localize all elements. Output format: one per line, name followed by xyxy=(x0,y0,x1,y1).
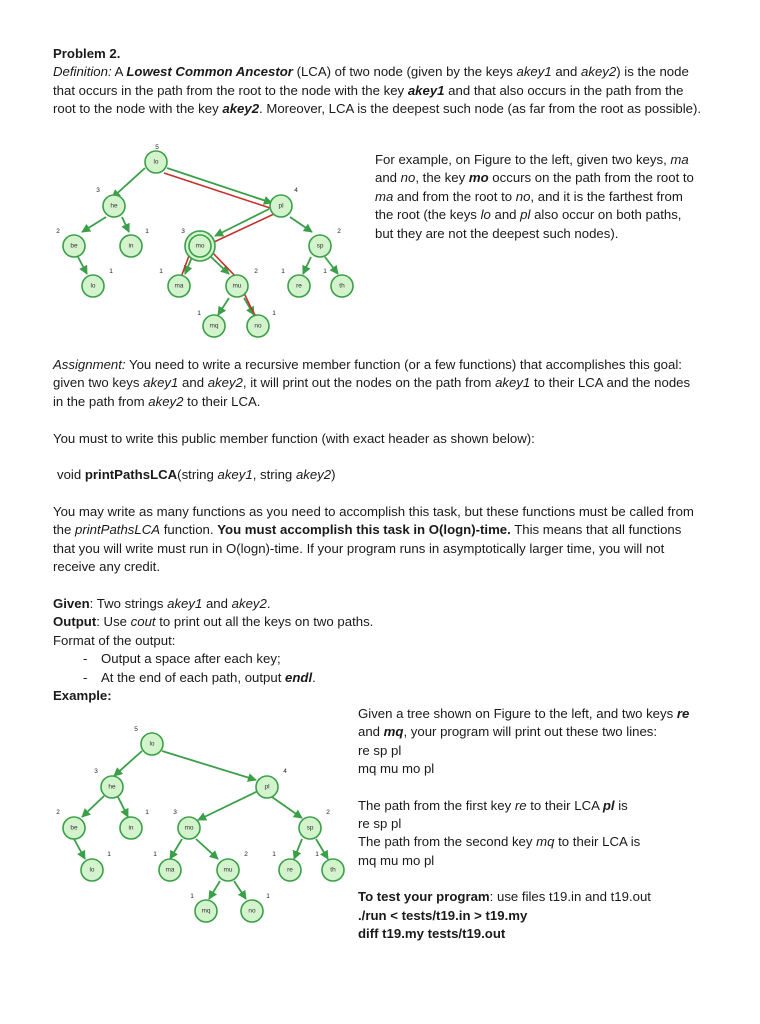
tree-node xyxy=(195,900,217,922)
edge-mu-mq xyxy=(209,881,220,899)
svg-text:2: 2 xyxy=(254,268,258,275)
figure-explanation: For example, on Figure to the left, given two keys, ma and no, the key mo occurs on the path from the root to ma and from the root to no, and it is the farthest from the root (the keys lo and pl also occur on both paths, but they are not the deepest such nodes). xyxy=(375,152,694,241)
tree-node xyxy=(247,315,269,337)
svg-text:ma: ma xyxy=(174,282,184,290)
header-intro: You must to write this public member function (with exact header as shown below): xyxy=(53,431,535,446)
edge-mo-ma xyxy=(170,839,182,859)
problem-definition xyxy=(53,45,703,119)
svg-text:2: 2 xyxy=(337,228,341,235)
svg-text:mo: mo xyxy=(195,242,205,250)
tree-node xyxy=(103,195,125,217)
output-line: Output: Use cout to print out all the keys on two paths. xyxy=(53,614,374,630)
path-2-desc: The path from the second key mq to their LCA is xyxy=(358,834,641,850)
tree-node xyxy=(168,275,190,297)
svg-text:pl: pl xyxy=(264,783,270,791)
output-line-2: mq mu mo pl xyxy=(358,761,435,777)
svg-text:mq: mq xyxy=(201,907,211,915)
edge-mu-no xyxy=(244,298,254,315)
tree-node xyxy=(309,235,331,257)
edge-lo-pl xyxy=(162,751,256,780)
format-line: Format of the output: xyxy=(53,632,176,648)
svg-text:lo: lo xyxy=(153,158,159,166)
tree-node xyxy=(159,859,181,881)
svg-text:lo: lo xyxy=(89,866,95,874)
svg-text:1: 1 xyxy=(109,268,113,275)
edge-sp-re xyxy=(294,839,302,859)
tree-node xyxy=(63,817,85,839)
definition-text: Definition: A Lowest Common Ancestor (LCA) of two node (given by the keys akey1 and akey2) is the node that occurs in the path from the root to the node with the key akey1 and that also occurs in the path from the root to the node with the key akey2. Moreover, LCA is the deepest such node (as far from the root as possible). xyxy=(53,64,702,117)
svg-text:re: re xyxy=(296,282,302,290)
output-line-1: re sp pl xyxy=(358,742,402,758)
tree-node xyxy=(101,776,123,798)
svg-text:1: 1 xyxy=(272,310,276,317)
tree-node xyxy=(63,235,85,257)
svg-text:3: 3 xyxy=(94,768,98,775)
tree-node xyxy=(270,195,292,217)
edge-be-lo xyxy=(74,839,85,859)
tree-node xyxy=(141,733,163,755)
svg-text:2: 2 xyxy=(326,809,330,816)
svg-text:re: re xyxy=(287,866,293,874)
svg-text:2: 2 xyxy=(56,228,60,235)
svg-text:1: 1 xyxy=(266,893,270,900)
svg-text:2: 2 xyxy=(244,851,248,858)
edge-sp-re xyxy=(303,257,311,274)
tree-nodes xyxy=(63,151,353,337)
svg-text:mo: mo xyxy=(184,824,194,832)
svg-text:th: th xyxy=(339,282,345,290)
svg-text:mu: mu xyxy=(223,866,233,874)
path-2-keys: mq mu mo pl xyxy=(358,852,435,868)
svg-text:4: 4 xyxy=(283,768,287,775)
highlight-pl-mo xyxy=(214,214,274,242)
edge-pl-mo xyxy=(198,791,258,820)
edge-lo-he xyxy=(114,751,142,776)
highlight-lo-pl xyxy=(164,173,270,208)
edge-mu-no xyxy=(234,881,246,899)
svg-text:sp: sp xyxy=(306,824,314,832)
tree-node xyxy=(331,275,353,297)
svg-text:3: 3 xyxy=(173,809,177,816)
tree-node xyxy=(279,859,301,881)
format-bullet: - Output a space after each key; xyxy=(53,650,703,668)
example-explanation xyxy=(358,705,708,943)
format-bullets xyxy=(53,650,703,687)
io-spec xyxy=(53,595,703,705)
edge-lo-he xyxy=(112,168,145,198)
svg-text:1: 1 xyxy=(197,310,201,317)
edge-pl-mo xyxy=(215,209,269,236)
svg-text:in: in xyxy=(128,242,134,250)
svg-text:be: be xyxy=(70,242,78,250)
format-bullet: - At the end of each path, output endl. xyxy=(53,669,703,687)
edge-mu-mq xyxy=(218,298,229,315)
svg-text:th: th xyxy=(330,866,336,874)
svg-text:1: 1 xyxy=(272,851,276,858)
svg-text:he: he xyxy=(108,783,116,791)
path-1-keys: re sp pl xyxy=(358,816,402,832)
tree-node xyxy=(288,275,310,297)
svg-text:lo: lo xyxy=(149,740,155,748)
edge-he-in xyxy=(118,797,128,817)
test-command-diff: diff t19.my tests/t19.out xyxy=(358,926,506,942)
tree-nodes xyxy=(63,733,344,922)
svg-text:4: 4 xyxy=(294,187,298,194)
edge-mo-mu xyxy=(196,839,218,859)
svg-text:in: in xyxy=(128,824,134,832)
tree-node xyxy=(256,776,278,798)
svg-text:1: 1 xyxy=(107,851,111,858)
tree-node xyxy=(82,275,104,297)
constraints-text: You may write as many functions as you need to accomplish this task, but these functions must be called from the printPathsLCA function. You must accomplish this task in O(logn)-time. This means that all functions that you will write must run in O(logn)-time. If your program runs in asymptotically larger time, you will not receive any credit. xyxy=(53,504,694,575)
tree-node xyxy=(120,235,142,257)
tree-node xyxy=(241,900,263,922)
svg-text:1: 1 xyxy=(153,851,157,858)
assignment-text: Assignment: You need to write a recursive member function (or a few functions) that accomplishes this goal: given two keys akey1 and akey2, it will print out the nodes on the path from akey1 to their LCA and the nodes in the path from akey2 to their LCA. xyxy=(53,357,691,409)
tree-node xyxy=(203,315,225,337)
example-intro: Given a tree shown on Figure to the left, and two keys re and mq, your program will print out these two lines: xyxy=(358,706,690,740)
tree-node xyxy=(120,817,142,839)
svg-text:lo: lo xyxy=(90,282,96,290)
tree-node xyxy=(322,859,344,881)
edge-pl-sp xyxy=(290,217,312,232)
test-command-run: ./run < tests/t19.in > t19.my xyxy=(358,907,528,923)
svg-text:no: no xyxy=(254,322,262,330)
svg-text:sp: sp xyxy=(316,242,324,250)
svg-text:5: 5 xyxy=(155,144,159,151)
edge-he-be xyxy=(82,796,104,817)
example-label: Example: xyxy=(53,688,112,704)
edge-he-be xyxy=(82,217,106,232)
edge-be-lo xyxy=(78,257,87,274)
svg-text:1: 1 xyxy=(159,268,163,275)
svg-text:1: 1 xyxy=(145,809,149,816)
svg-text:3: 3 xyxy=(96,187,100,194)
edge-lo-pl xyxy=(167,168,272,203)
svg-text:3: 3 xyxy=(181,228,185,235)
given-line: Given: Two strings akey1 and akey2. xyxy=(53,596,271,611)
svg-text:ma: ma xyxy=(165,866,175,874)
svg-text:2: 2 xyxy=(56,809,60,816)
tree-node xyxy=(145,151,167,173)
svg-text:mq: mq xyxy=(209,322,219,330)
svg-text:5: 5 xyxy=(134,726,138,733)
svg-text:1: 1 xyxy=(315,851,319,858)
problem-title: Problem 2. xyxy=(53,46,121,61)
test-instructions: To test your program: use files t19.in and t19.out xyxy=(358,889,651,905)
tree-node xyxy=(226,275,248,297)
tree-node xyxy=(299,817,321,839)
function-signature: void printPathsLCA(string akey1, string akey2) xyxy=(57,467,336,482)
svg-text:be: be xyxy=(70,824,78,832)
svg-text:mu: mu xyxy=(232,282,242,290)
edge-pl-sp xyxy=(272,797,302,818)
svg-text:he: he xyxy=(110,202,118,210)
tree-node xyxy=(178,817,200,839)
edge-mo-mu xyxy=(209,255,229,274)
svg-text:pl: pl xyxy=(278,202,284,210)
svg-text:1: 1 xyxy=(323,268,327,275)
tree-node xyxy=(217,859,239,881)
svg-text:1: 1 xyxy=(190,893,194,900)
edge-sp-th xyxy=(325,257,338,274)
svg-text:1: 1 xyxy=(145,228,149,235)
tree-figure-1 xyxy=(52,140,372,345)
tree-node-highlighted xyxy=(185,231,215,261)
svg-text:1: 1 xyxy=(281,268,285,275)
tree-node xyxy=(81,859,103,881)
path-1-desc: The path from the first key re to their LCA pl is xyxy=(358,797,628,813)
edge-he-in xyxy=(122,217,129,232)
svg-text:no: no xyxy=(248,907,256,915)
tree-figure-2 xyxy=(52,725,362,930)
